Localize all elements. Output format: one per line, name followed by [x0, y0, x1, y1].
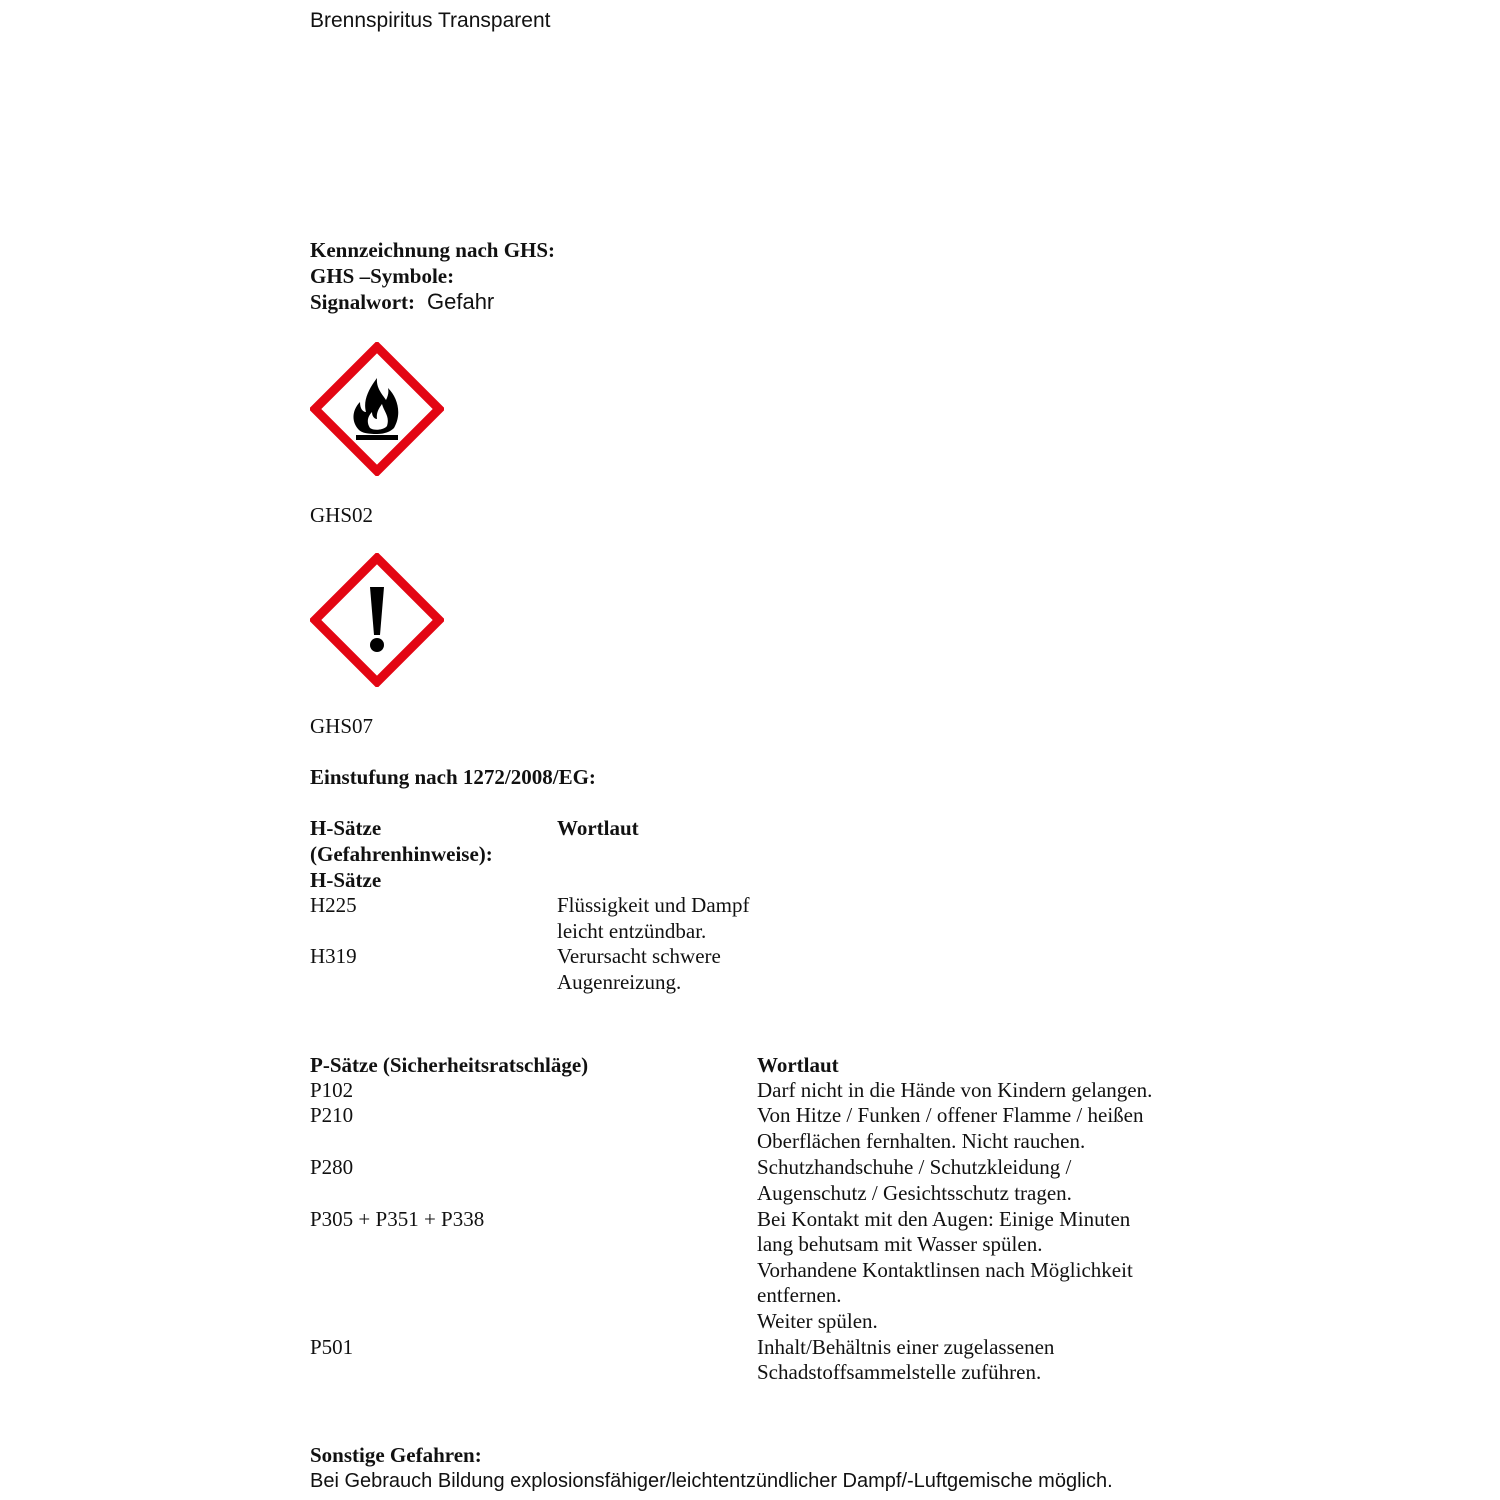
h-wording-heading: Wortlaut — [557, 816, 639, 840]
p-statement-code: P501 — [310, 1335, 354, 1359]
p-statement-text: Oberflächen fernhalten. Nicht rauchen. — [757, 1129, 1086, 1153]
p-statement-text: Schutzhandschuhe / Schutzkleidung / — [757, 1155, 1072, 1179]
p-statement-text: Von Hitze / Funken / offener Flamme / heißen — [757, 1103, 1144, 1127]
pictogram-code-ghs07: GHS07 — [310, 714, 374, 738]
h-statements-heading-1: H-Sätze — [310, 816, 382, 840]
h-statement-text: Flüssigkeit und Dampf — [557, 893, 750, 917]
signal-word-label: Signalwort: — [310, 290, 415, 314]
signal-word-row — [310, 289, 494, 315]
p-statement-text: Schadstoffsammelstelle zuführen. — [757, 1360, 1042, 1384]
h-statement-code: H319 — [310, 944, 357, 968]
p-statement-text: Weiter spülen. — [757, 1309, 878, 1333]
p-statement-code: P280 — [310, 1155, 354, 1179]
pictogram-code-ghs02: GHS02 — [310, 503, 374, 527]
h-statements-heading-3: H-Sätze — [310, 868, 382, 892]
h-statements-heading-2: (Gefahrenhinweise): — [310, 842, 493, 866]
other-hazards-text: Bei Gebrauch Bildung explosionsfähiger/leichtentzündlicher Dampf/-Luftgemische möglich. — [310, 1470, 1113, 1492]
p-statement-text: lang behutsam mit Wasser spülen. — [757, 1232, 1043, 1256]
p-statement-code: P102 — [310, 1078, 354, 1102]
p-statement-text: Bei Kontakt mit den Augen: Einige Minuten — [757, 1207, 1131, 1231]
p-statements-heading: P-Sätze (Sicherheitsratschläge) — [310, 1053, 589, 1077]
p-statement-code: P210 — [310, 1103, 354, 1127]
h-statement-text: leicht entzündbar. — [557, 919, 707, 943]
p-statement-text: Darf nicht in die Hände von Kindern gelangen. — [757, 1078, 1153, 1102]
p-statement-text: Vorhandene Kontaktlinsen nach Möglichkeit — [757, 1258, 1133, 1282]
classification-heading: Einstufung nach 1272/2008/EG: — [310, 765, 596, 789]
p-wording-heading: Wortlaut — [757, 1053, 839, 1077]
ghs-label-heading: Kennzeichnung nach GHS: — [310, 238, 556, 262]
ghs-symbols-heading: GHS –Symbole: — [310, 264, 455, 288]
p-statement-text: Augenschutz / Gesichtsschutz tragen. — [757, 1181, 1072, 1205]
other-hazards-heading: Sonstige Gefahren: — [310, 1443, 482, 1467]
product-name: Brennspiritus Transparent — [310, 9, 551, 32]
h-statement-text: Augenreizung. — [557, 970, 682, 994]
h-statement-code: H225 — [310, 893, 357, 917]
exclamation-mark-icon — [310, 553, 444, 687]
h-statement-text: Verursacht schwere — [557, 944, 721, 968]
p-statement-code: P305 + P351 + P338 — [310, 1207, 485, 1231]
signal-word: Gefahr — [427, 289, 495, 314]
p-statement-text: Inhalt/Behältnis einer zugelassenen — [757, 1335, 1055, 1359]
p-statement-text: entfernen. — [757, 1283, 842, 1307]
flame-icon — [310, 342, 444, 476]
